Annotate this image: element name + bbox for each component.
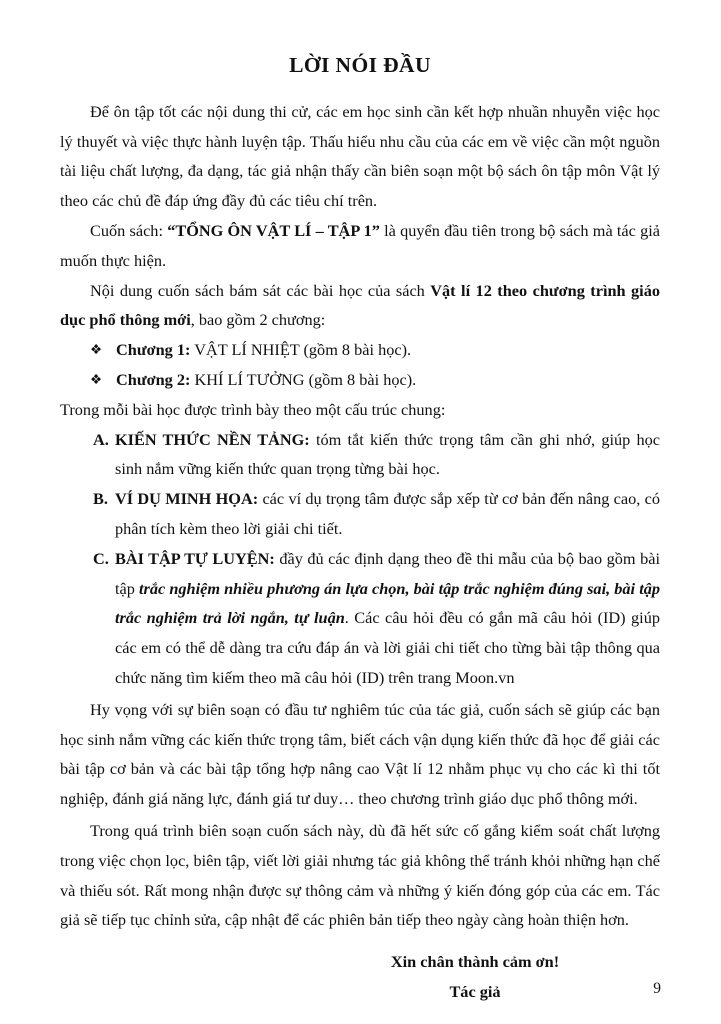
item-body-b: các ví dụ trọng tâm được sắp xếp từ cơ bản đến nâng cao, có phân tích kèm theo lời giải chi tiết. [115,489,660,539]
curriculum-emphasis: Vật lí 12 theo chương trình giáo dục phổ thông mới [60,280,660,330]
book-title-emphasis: “TỔNG ÔN VẬT LÍ – TẬP 1” [167,221,380,241]
chapter-text: KHÍ LÍ TƯỞNG (gồm 8 bài học). [190,370,417,390]
item-body-c-part2: . Các câu hỏi đều có gắn mã câu hỏi (ID) giúp các em có thể dễ dàng tra cứu đáp án và lời giải chi tiết cho từng bài tập thông qua chức năng tìm kiếm theo mã câu hỏi (ID) trên trang Moon.vn [115,608,660,688]
book-suffix-text: là quyển đầu tiên trong bộ sách mà tác giả muốn thực hiện. [60,221,661,270]
item-marker-c: C. [93,548,109,568]
chapter-list-item [60,365,660,395]
paragraph-hope: Hy vọng với sự biên soạn có đầu tư nghiêm túc của tác giả, cuốn sách sẽ giúp các bạn học sinh nắm vững các kiến thức trọng tâm, biết cách vận dụng kiến thức đã học để giải các bài tập cơ bản và các bài tập tổng hợp nâng cao Vật lí 12 nhằm phục vụ cho các kì thi tốt nghiệp, đánh giá năng lực, đánh giá tư duy… theo chương trình giáo dục phổ thông mới. [60,699,660,809]
paragraph-intro: Để ôn tập tốt các nội dung thi cử, các em học sinh cần kết hợp nhuần nhuyễn việc học lý thuyết và việc thực hành luyện tập. Thấu hiểu nhu cầu của các em về việc cần một nguồn tài liệu chất lượng, đa dạng, tác giả nhận thấy cần biên soạn một bộ sách ôn tập môn Vật lý theo các chủ đề đáp ứng đầy đủ các tiêu chí trên. [60,101,660,211]
scope-prefix-text: Nội dung cuốn sách bám sát các bài học của sách [90,280,431,300]
closing-thanks: Xin chân thành cảm ơn! [390,952,560,972]
item-body-c-part1: đầy đủ các định dạng theo đề thi mẫu của bộ bao gồm bài tập [115,548,660,598]
book-prefix-text: Cuốn sách: [90,221,168,241]
diamond-bullet-icon: ❖ [90,372,103,388]
closing-signature: Tác giả [449,981,501,1001]
chapter-label: Chương 1: [116,340,191,360]
paragraph-structure-intro: Trong mỗi bài học được trình bày theo một cấu trúc chung: [60,399,446,419]
page-number: 9 [653,979,661,997]
item-marker-b: B. [93,489,108,509]
item-heading-a: KIẾN THỨC NỀN TẢNG: [115,429,310,449]
item-marker-a: A. [93,429,109,449]
structure-list-item-b [60,484,660,544]
scope-suffix-text: , bao gồm 2 chương: [190,310,326,330]
paragraph-apology: Trong quá trình biên soạn cuốn sách này, dù đã hết sức cố gắng kiểm soát chất lượng trong việc chọn lọc, biên tập, viết lời giải nhưng tác giả không thể tránh khỏi những hạn chế và thiếu sót. Rất mong nhận được sự thông cảm và những ý kiến đóng góp của các em. Tác giả sẽ tiếp tục chỉnh sửa, cập nhật để các phiên bản tiếp theo ngày càng hoàn thiện hơn. [60,821,660,930]
chapter-list [60,335,660,395]
paragraph-content-scope [60,276,660,336]
diamond-bullet-icon: ❖ [90,342,103,358]
chapter-text: VẬT LÍ NHIỆT (gồm 8 bài học). [190,340,412,360]
chapter-label: Chương 2: [116,370,191,390]
item-heading-c: BÀI TẬP TỰ LUYỆN: [115,548,275,568]
structure-list-item-a [60,425,660,485]
closing-block [60,947,660,1007]
page-content [60,52,660,1007]
chapter-entry [116,365,416,395]
item-c-emphasis: trắc nghiệm nhiều phương án lựa chọn, bài tập trắc nghiệm đúng sai, bài tập trắc nghiệm trả lời ngắn, tự luận [115,578,661,628]
structure-list [60,425,660,693]
paragraph-book-title [60,216,660,276]
chapter-list-item [60,335,660,365]
structure-list-item-c [60,544,660,693]
chapter-entry [116,335,411,365]
item-heading-b: VÍ DỤ MINH HỌA: [115,489,259,509]
item-body-a: tóm tắt kiến thức trọng tâm cần ghi nhớ, giúp học sinh nắm vững kiến thức quan trọng từng bài học. [115,429,660,479]
page-title: LỜI NÓI ĐẦU [289,53,431,77]
